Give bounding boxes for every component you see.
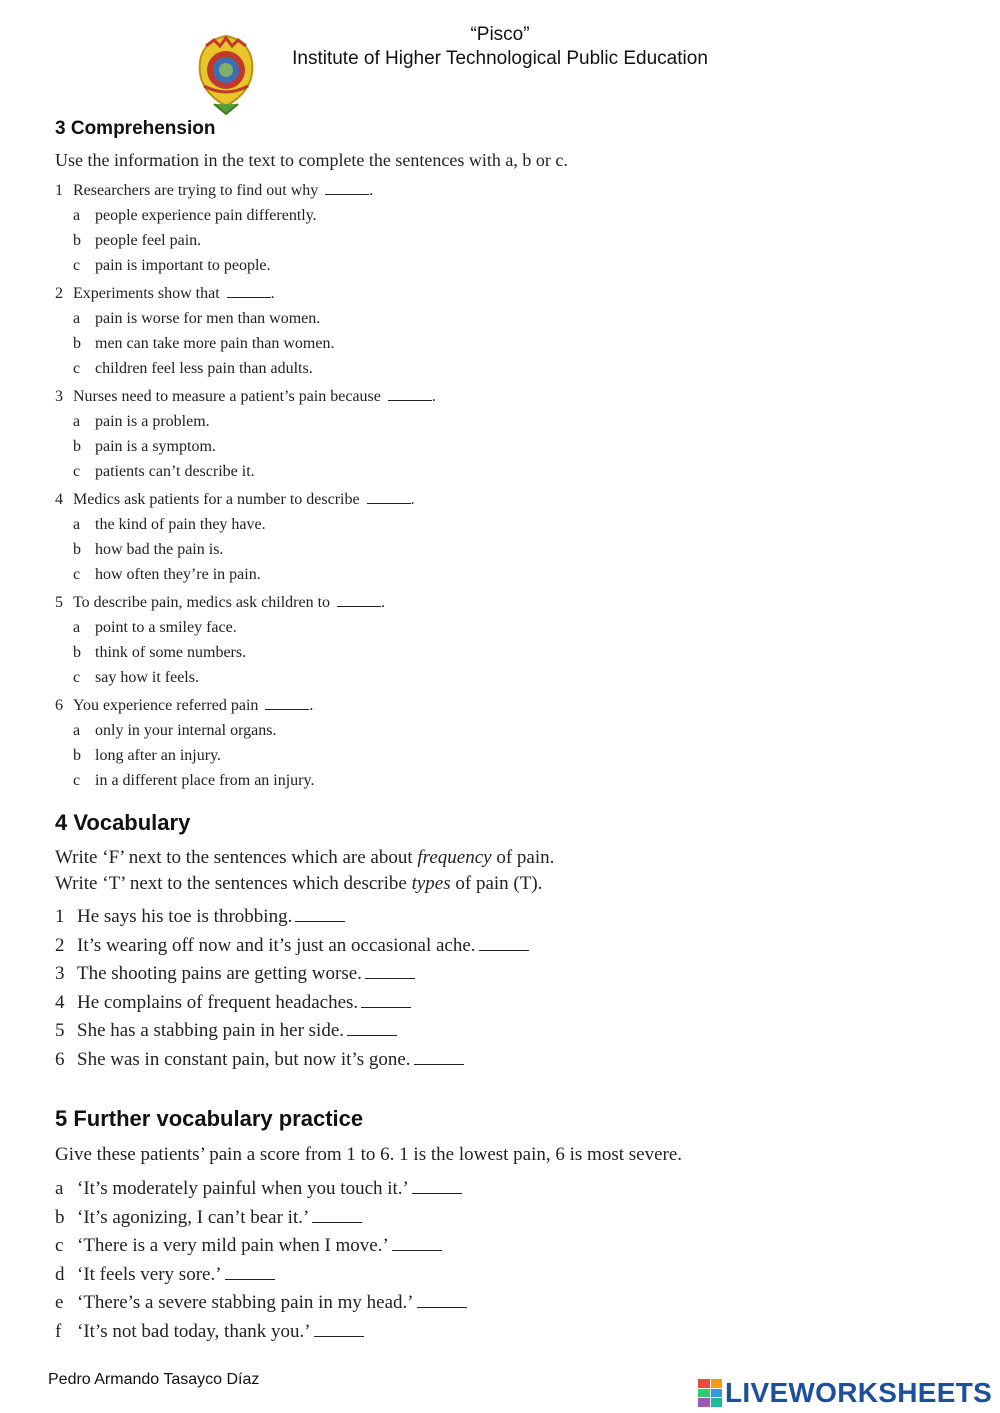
answer-blank[interactable] [414, 1050, 464, 1065]
answer-blank[interactable] [314, 1322, 364, 1337]
question-number: 1 [55, 182, 63, 199]
question: 2 Experiments show that . a pain is worse for men than women. b men can take more pain than women. c children feel less pain than adults. [55, 285, 436, 388]
question: 3 Nurses need to measure a patient’s pain because . a pain is a problem. b pain is a symptom. c patients can’t describe it. [55, 388, 436, 491]
question: 5 To describe pain, medics ask children to . a point to a smiley face. b think of some numbers. c say how it feels. [55, 594, 436, 697]
section-5-instruction: Give these patients’ pain a score from 1 to 6. 1 is the lowest pain, 6 is most severe. [55, 1144, 683, 1165]
question: 1 Researchers are trying to find out why . a people experience pain differently. b people feel pain. c pain is important to people. [55, 182, 436, 285]
list-item: 4 He complains of frequent headaches. [55, 992, 529, 1021]
question-text: You experience referred pain [73, 697, 259, 714]
option: c in a different place from an injury. [73, 772, 315, 789]
option: c how often they’re in pain. [73, 566, 261, 583]
list-item: 1 He says his toe is throbbing. [55, 906, 529, 935]
option: b think of some numbers. [73, 644, 247, 661]
liveworksheets-icon [698, 1379, 722, 1407]
option: a people experience pain differently. [73, 207, 317, 224]
answer-blank[interactable] [479, 936, 529, 951]
author-name: Pedro Armando Tasayco Díaz [48, 1371, 260, 1388]
question-number: 2 [55, 285, 63, 302]
answer-blank[interactable] [361, 993, 411, 1008]
pain-score-items [55, 1178, 467, 1350]
section-4-instruction-1: Write ‘F’ next to the sentences which are about frequency of pain. [55, 847, 555, 868]
question-text: Nurses need to measure a patient’s pain because [73, 388, 381, 405]
question: 4 Medics ask patients for a number to describe . a the kind of pain they have. b how bad the pain is. c how often they’re in pain. [55, 491, 436, 594]
answer-blank[interactable] [365, 964, 415, 979]
option: c patients can’t describe it. [73, 463, 255, 480]
option: b how bad the pain is. [73, 541, 224, 558]
list-item: b ‘It’s agonizing, I can’t bear it.’ [55, 1207, 467, 1236]
header-subtitle: Institute of Higher Technological Public Education [292, 48, 708, 69]
section-4-title: 4 Vocabulary [55, 810, 191, 835]
option: a only in your internal organs. [73, 722, 277, 739]
header-title: “Pisco” [470, 24, 530, 45]
option: b men can take more pain than women. [73, 335, 335, 352]
answer-blank[interactable] [388, 388, 432, 401]
answer-blank[interactable] [325, 182, 369, 195]
option: b people feel pain. [73, 232, 202, 249]
section-3-title: 3 Comprehension [55, 118, 216, 139]
option: b long after an injury. [73, 747, 222, 764]
list-item: c ‘There is a very mild pain when I move.’ [55, 1235, 467, 1264]
list-item: a ‘It’s moderately painful when you touch it.’ [55, 1178, 467, 1207]
list-item: 5 She has a stabbing pain in her side. [55, 1020, 529, 1049]
liveworksheets-logo[interactable] [698, 1376, 992, 1410]
list-item: d ‘It feels very sore.’ [55, 1264, 467, 1293]
comprehension-questions [55, 182, 436, 800]
option: c say how it feels. [73, 669, 199, 686]
question-number: 5 [55, 594, 63, 611]
institute-seal-logo [194, 32, 258, 116]
option: b pain is a symptom. [73, 438, 216, 455]
answer-blank[interactable] [412, 1179, 462, 1194]
answer-blank[interactable] [312, 1208, 362, 1223]
section-5-title: 5 Further vocabulary practice [55, 1106, 364, 1131]
option: c pain is important to people. [73, 257, 271, 274]
option: a point to a smiley face. [73, 619, 237, 636]
list-item: 3 The shooting pains are getting worse. [55, 963, 529, 992]
list-item: 2 It’s wearing off now and it’s just an occasional ache. [55, 935, 529, 964]
question-number: 6 [55, 697, 63, 714]
question-number: 3 [55, 388, 63, 405]
answer-blank[interactable] [227, 285, 271, 298]
answer-blank[interactable] [265, 697, 309, 710]
answer-blank[interactable] [347, 1021, 397, 1036]
section-3-instruction: Use the information in the text to complete the sentences with a, b or c. [55, 150, 568, 170]
answer-blank[interactable] [417, 1293, 467, 1308]
answer-blank[interactable] [337, 594, 381, 607]
answer-blank[interactable] [225, 1265, 275, 1280]
list-item: e ‘There’s a severe stabbing pain in my head.’ [55, 1292, 467, 1321]
vocabulary-items [55, 906, 529, 1078]
list-item: 6 She was in constant pain, but now it’s gone. [55, 1049, 529, 1078]
question-text: Experiments show that [73, 285, 220, 302]
list-item: f ‘It’s not bad today, thank you.’ [55, 1321, 467, 1350]
answer-blank[interactable] [392, 1236, 442, 1251]
option: c children feel less pain than adults. [73, 360, 313, 377]
option: a pain is a problem. [73, 413, 210, 430]
answer-blank[interactable] [295, 907, 345, 922]
question: 6 You experience referred pain . a only in your internal organs. b long after an injury. c in a different place from an injury. [55, 697, 436, 800]
question-text: Medics ask patients for a number to describe [73, 491, 360, 508]
option: a the kind of pain they have. [73, 516, 266, 533]
brand-text: LIVEWORKSHEETS [725, 1377, 993, 1408]
question-text: To describe pain, medics ask children to [73, 594, 331, 611]
section-4-instruction-2: Write ‘T’ next to the sentences which describe types of pain (T). [55, 873, 543, 894]
option: a pain is worse for men than women. [73, 310, 321, 327]
question-number: 4 [55, 491, 63, 508]
question-text: Researchers are trying to find out why [73, 182, 319, 199]
answer-blank[interactable] [367, 491, 411, 504]
